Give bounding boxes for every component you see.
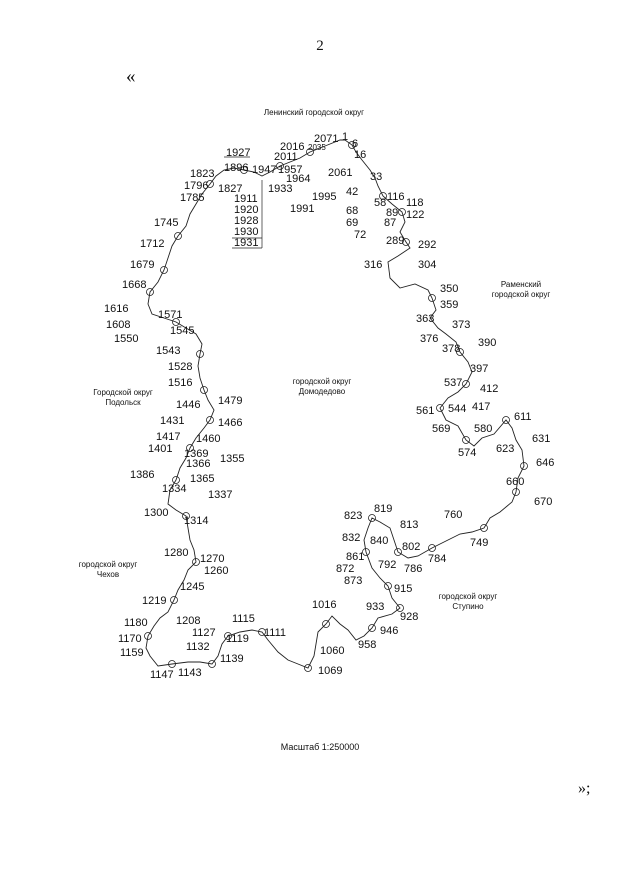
point-label: 1245 [180, 581, 205, 593]
point-label: 1127 [192, 627, 216, 639]
point-label: 1712 [140, 238, 165, 250]
point-label: 1417 [156, 431, 181, 443]
point-label: 670 [534, 496, 553, 508]
point-label: 122 [406, 209, 425, 221]
point-label: 1964 [286, 173, 311, 185]
point-label: 1991 [290, 203, 315, 215]
point-label: 316 [364, 259, 383, 271]
point-label: 1139 [220, 653, 244, 665]
point-label: 1 [342, 131, 349, 143]
point-label: 611 [514, 411, 532, 423]
point-label: 569 [432, 423, 451, 435]
point-label: 832 [342, 532, 361, 544]
point-label: 784 [428, 553, 447, 565]
point-label: 928 [400, 611, 419, 623]
point-label: 378 [442, 343, 461, 355]
point-label: 873 [344, 575, 363, 587]
point-label: 42 [346, 186, 359, 198]
point-label: 786 [404, 563, 423, 575]
point-label: 840 [370, 535, 389, 547]
point-label: 89 [386, 207, 399, 219]
point-label: 359 [440, 299, 459, 311]
point-label: 412 [480, 383, 499, 395]
closing-quote: »; [578, 780, 591, 797]
point-label: 1334 [162, 483, 187, 495]
point-label: 660 [506, 476, 525, 488]
point-label: 1928 [234, 215, 259, 227]
point-label: 118 [406, 197, 424, 209]
point-label: 1119 [226, 633, 249, 645]
region-podolsk-line-1: Городской округ [93, 388, 153, 397]
point-label: 1280 [164, 547, 189, 559]
point-label: 1785 [180, 192, 205, 204]
point-label: 1920 [234, 204, 259, 216]
region-podolsk-line-2: Подольск [105, 398, 141, 407]
map-scale: Масштаб 1:250000 [280, 742, 360, 752]
point-label: 1386 [130, 469, 155, 481]
point-label: 646 [536, 457, 555, 469]
region-chekhov [68, 560, 148, 580]
point-label: 1930 [234, 226, 259, 238]
point-label: 861 [346, 551, 365, 563]
point-label: 537 [444, 377, 463, 389]
point-label: 1431 [160, 415, 185, 427]
point-label: 1528 [168, 361, 193, 373]
point-label: 1159 [120, 647, 144, 659]
point-label: 304 [418, 259, 437, 271]
point-label: 872 [336, 563, 355, 575]
region-stupino-line-1: городской округ [438, 592, 498, 601]
point-label: 1219 [142, 595, 167, 607]
point-label: 1571 [158, 309, 183, 321]
region-ramensky-line-1: Раменский [500, 280, 542, 289]
point-label: 749 [470, 537, 489, 549]
point-label: 1143 [178, 667, 202, 679]
point-label: 72 [354, 229, 367, 241]
point-label: 792 [378, 559, 397, 571]
point-label: 87 [384, 217, 397, 229]
region-leninsky: Ленинский городской округ [263, 108, 365, 117]
point-label: 631 [532, 433, 551, 445]
point-label: 1460 [196, 433, 221, 445]
point-label: 16 [354, 149, 367, 161]
opening-quote: « [126, 66, 136, 87]
point-label: 1516 [168, 377, 193, 389]
point-label: 1896 [224, 162, 249, 174]
region-ramensky [476, 280, 566, 300]
point-label: 1947 [252, 164, 277, 176]
point-label: 1180 [124, 617, 148, 629]
region-stupino [428, 592, 508, 612]
point-label: 376 [420, 333, 439, 345]
point-label: 1369 [184, 448, 209, 460]
point-label: 1300 [144, 507, 169, 519]
point-label: 933 [366, 601, 385, 613]
point-label: 946 [380, 625, 399, 637]
point-label: 802 [402, 541, 421, 553]
point-label: 2071 [314, 133, 339, 145]
point-label: 1115 [232, 613, 255, 625]
region-chekhov-line-1: городской округ [78, 560, 138, 569]
point-label: 1995 [312, 191, 337, 203]
point-label: 1466 [218, 417, 243, 429]
point-label: 760 [444, 509, 463, 521]
region-domodedovo-line-2: Домодедово [298, 387, 346, 396]
point-label: 623 [496, 443, 515, 455]
point-label: 915 [394, 583, 413, 595]
point-label: 1927 [226, 147, 251, 159]
point-label: 1543 [156, 345, 181, 357]
point-label: 1069 [318, 665, 343, 677]
point-label: 823 [344, 510, 363, 522]
point-label: 1365 [190, 473, 215, 485]
point-label: 958 [358, 639, 377, 651]
point-label: 1608 [106, 319, 131, 331]
point-label: 397 [470, 363, 489, 375]
point-label: 58 [374, 197, 387, 209]
point-label: 373 [452, 319, 471, 331]
point-label: 1132 [186, 641, 210, 653]
point-label: 1931 [234, 237, 259, 249]
point-label: 116 [387, 191, 405, 203]
region-stupino-line-2: Ступино [452, 602, 484, 611]
point-label: 350 [440, 283, 459, 295]
region-chekhov-line-2: Чехов [96, 570, 120, 579]
point-label: 33 [370, 171, 383, 183]
point-label: 289 [386, 235, 405, 247]
point-label: 363 [416, 313, 435, 325]
point-label: 1260 [204, 565, 229, 577]
point-label: 1933 [268, 183, 293, 195]
point-label: 417 [472, 401, 491, 413]
point-label: 1957 [278, 164, 303, 176]
point-label: 1337 [208, 489, 233, 501]
point-label: 2011 [274, 151, 298, 163]
point-label: 1446 [176, 399, 201, 411]
point-label: 69 [346, 217, 359, 229]
point-label: 292 [418, 239, 437, 251]
point-label: 813 [400, 519, 419, 531]
region-domodedovo-line-1: городской округ [292, 377, 352, 386]
point-label: 1111 [264, 627, 287, 639]
point-label: 819 [374, 503, 393, 515]
point-label: 390 [478, 337, 497, 349]
point-label: 544 [448, 403, 467, 415]
point-label: 2035 [308, 143, 326, 152]
point-label: 1796 [184, 180, 209, 192]
point-label: 1545 [170, 325, 195, 337]
point-label: 580 [474, 423, 493, 435]
point-label: 1911 [234, 193, 258, 205]
point-label: 1366 [186, 458, 211, 470]
point-label: 1170 [118, 633, 142, 645]
point-label: 1355 [220, 453, 245, 465]
point-label: 1668 [122, 279, 147, 291]
point-label: 1745 [154, 217, 179, 229]
point-label: 561 [416, 405, 435, 417]
point-label: 1147 [150, 669, 174, 681]
point-label: 1270 [200, 553, 225, 565]
point-label: 1827 [218, 183, 243, 195]
point-label: 1314 [184, 515, 209, 527]
point-label: 1208 [176, 615, 201, 627]
point-label: 1616 [104, 303, 129, 315]
point-label: 1060 [320, 645, 345, 657]
point-label: 1401 [148, 443, 173, 455]
region-ramensky-line-2: городской округ [491, 290, 551, 299]
point-label: 68 [346, 205, 359, 217]
point-label: 2061 [328, 167, 353, 179]
region-domodedovo [272, 377, 372, 397]
point-label: 6 [352, 138, 359, 150]
point-label: 2016 [280, 141, 305, 153]
point-label: 574 [458, 447, 477, 459]
point-label: 1823 [190, 168, 215, 180]
point-label: 1679 [130, 259, 155, 271]
page-number: 2 [316, 38, 324, 54]
point-label: 1479 [218, 395, 243, 407]
point-label: 1016 [312, 599, 337, 611]
region-podolsk [78, 388, 168, 408]
point-label: 1550 [114, 333, 139, 345]
